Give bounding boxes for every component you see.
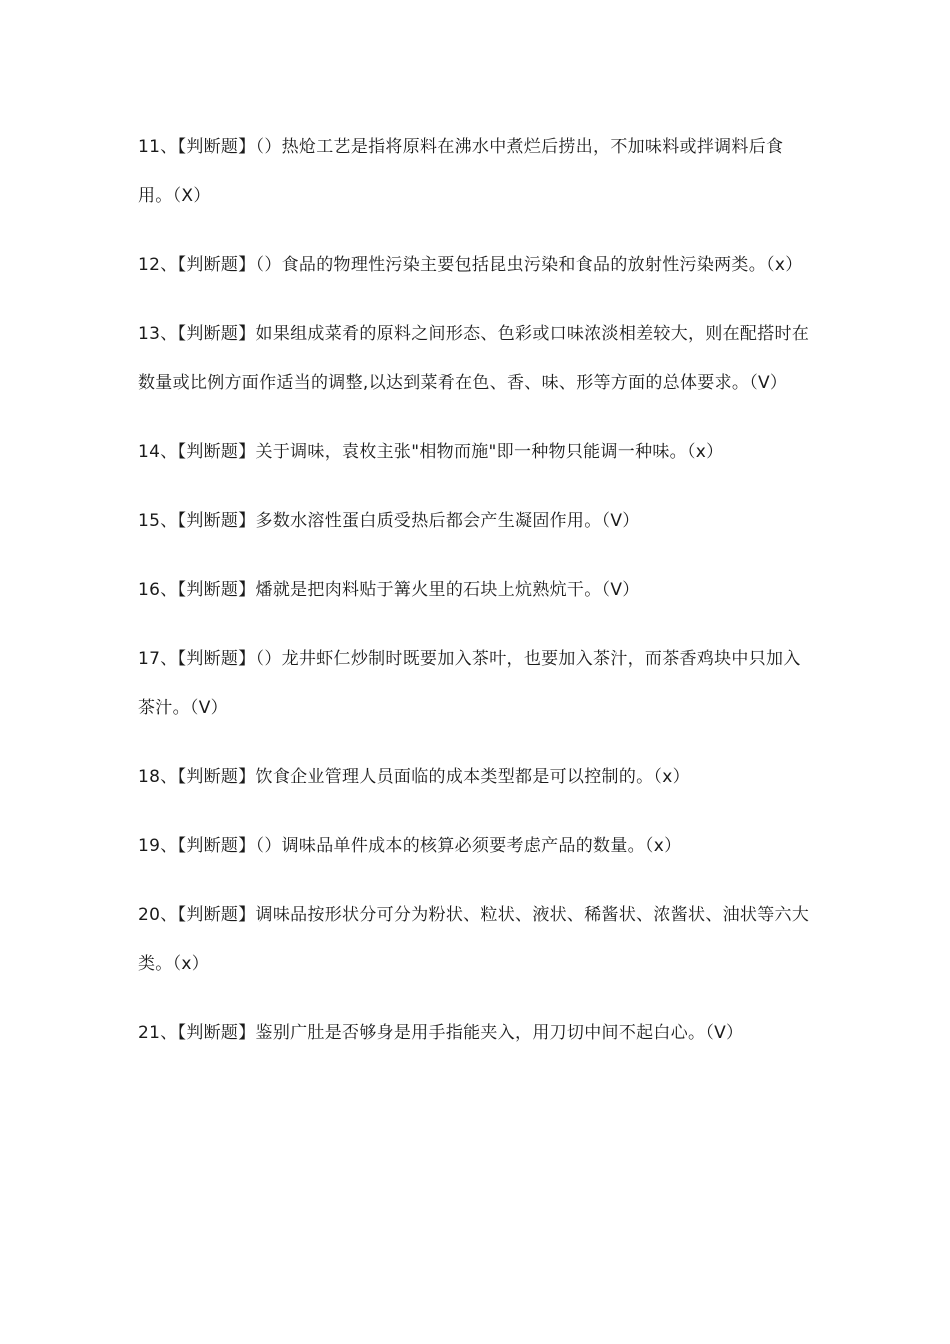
question-18: 18、【判断题】饮食企业管理人员面临的成本类型都是可以控制的。（x） — [138, 767, 690, 787]
question-21: 21、【判断题】鉴别广肚是否够身是用手指能夹入，用刀切中间不起白心。（V） — [138, 1023, 744, 1043]
question-13: 13、【判断题】如果组成菜肴的原料之间形态、色彩或口味浓淡相差较大，则在配搭时在数量或比例方面作适当的调整,以达到菜肴在色、香、味、形等方面的总体要求。（V） — [138, 324, 810, 393]
question-14: 14、【判断题】关于调味，袁枚主张"相物而施"即一种物只能调一种味。（x） — [138, 442, 724, 462]
question-list — [138, 123, 810, 1058]
question-20: 20、【判断题】调味品按形状分可分为粉状、粒状、液状、稀酱状、浓酱状、油状等六大类。（x） — [138, 905, 810, 974]
question-11: 11、【判断题】（）热炝工艺是指将原料在沸水中煮烂后捞出，不加味料或拌调料后食用。（X） — [138, 137, 784, 206]
question-17: 17、【判断题】（）龙井虾仁炒制时既要加入茶叶，也要加入茶汁，而茶香鸡块中只加入茶汁。（V） — [138, 649, 801, 718]
question-15: 15、【判断题】多数水溶性蛋白质受热后都会产生凝固作用。（V） — [138, 511, 640, 531]
question-12: 12、【判断题】（）食品的物理性污染主要包括昆虫污染和食品的放射性污染两类。（x） — [138, 255, 803, 275]
question-19: 19、【判断题】（）调味品单件成本的核算必须要考虑产品的数量。（x） — [138, 836, 682, 856]
question-16: 16、【判断题】燔就是把肉料贴于篝火里的石块上炕熟炕干。（V） — [138, 580, 640, 600]
